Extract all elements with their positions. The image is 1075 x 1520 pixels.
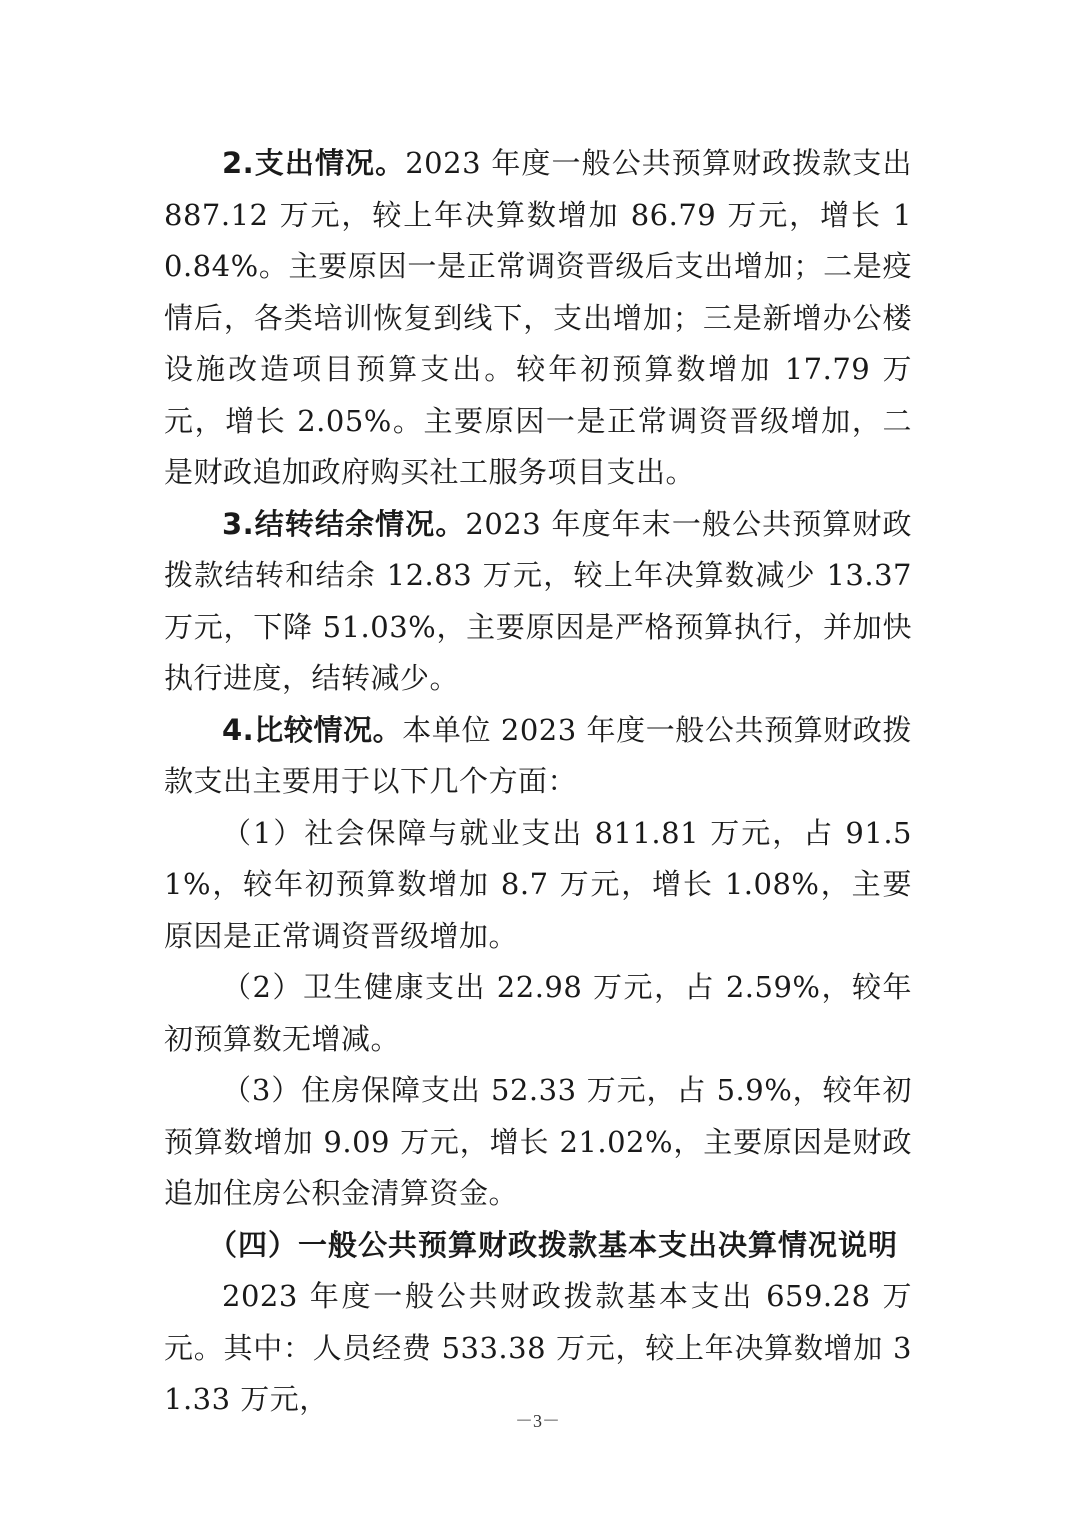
paragraph-lead: 3.结转结余情况。 bbox=[222, 506, 466, 541]
body-text bbox=[164, 138, 912, 1426]
paragraph-text: 2023 年度年末一般公共预算财政拨款结转和结余 12.83 万元，较上年决算数减少 13.37 万元，下降 51.03%，主要原因是严格预算执行，并加快执行进度，结转减少。 bbox=[164, 506, 912, 695]
paragraph-comparison bbox=[164, 705, 912, 808]
paragraph-text: （2）卫生健康支出 22.98 万元，占 2.59%，较年初预算数无增减。 bbox=[164, 970, 912, 1056]
paragraph-text: 2023 年度一般公共预算财政拨款支出 887.12 万元，较上年决算数增加 86.79 万元，增长 10.84%。主要原因一是正常调资晋级后支出增加；二是疫情后，各类培训恢复到线下，支出增加；三是新增办公楼设施改造项目预算支出。较年初预算数增加 17.79 万元，增长 2.05%。主要原因一是正常调资晋级增加，二是财政追加政府购买社工服务项目支出。 bbox=[164, 146, 912, 489]
paragraph-carryover bbox=[164, 499, 912, 705]
paragraph-text: （1）社会保障与就业支出 811.81 万元，占 91.51%，较年初预算数增加 8.7 万元，增长 1.08%，主要原因是正常调资晋级增加。 bbox=[164, 815, 912, 953]
paragraph-text: 本单位 2023 年度一般公共预算财政拨款支出主要用于以下几个方面： bbox=[164, 712, 912, 798]
paragraph-lead: 4.比较情况。 bbox=[222, 712, 403, 747]
paragraph-basic-expenditure: 2023 年度一般公共财政拨款基本支出 659.28 万元。其中：人员经费 533.38 万元，较上年决算数增加 31.33 万元， bbox=[164, 1279, 912, 1416]
paragraph-expenditure bbox=[164, 138, 912, 499]
paragraph-item-housing bbox=[164, 1065, 912, 1220]
section-heading: （四）一般公共预算财政拨款基本支出决算情况说明 bbox=[208, 1227, 899, 1262]
paragraph-lead: 2.支出情况。 bbox=[222, 146, 406, 180]
paragraph-text: （3）住房保障支出 52.33 万元，占 5.9%，较年初预算数增加 9.09 万元，增长 21.02%，主要原因是财政追加住房公积金清算资金。 bbox=[164, 1073, 912, 1210]
paragraph-item-social-security bbox=[164, 808, 912, 963]
page-number: －3－ bbox=[515, 1411, 560, 1431]
paragraph-item-health bbox=[164, 962, 912, 1065]
